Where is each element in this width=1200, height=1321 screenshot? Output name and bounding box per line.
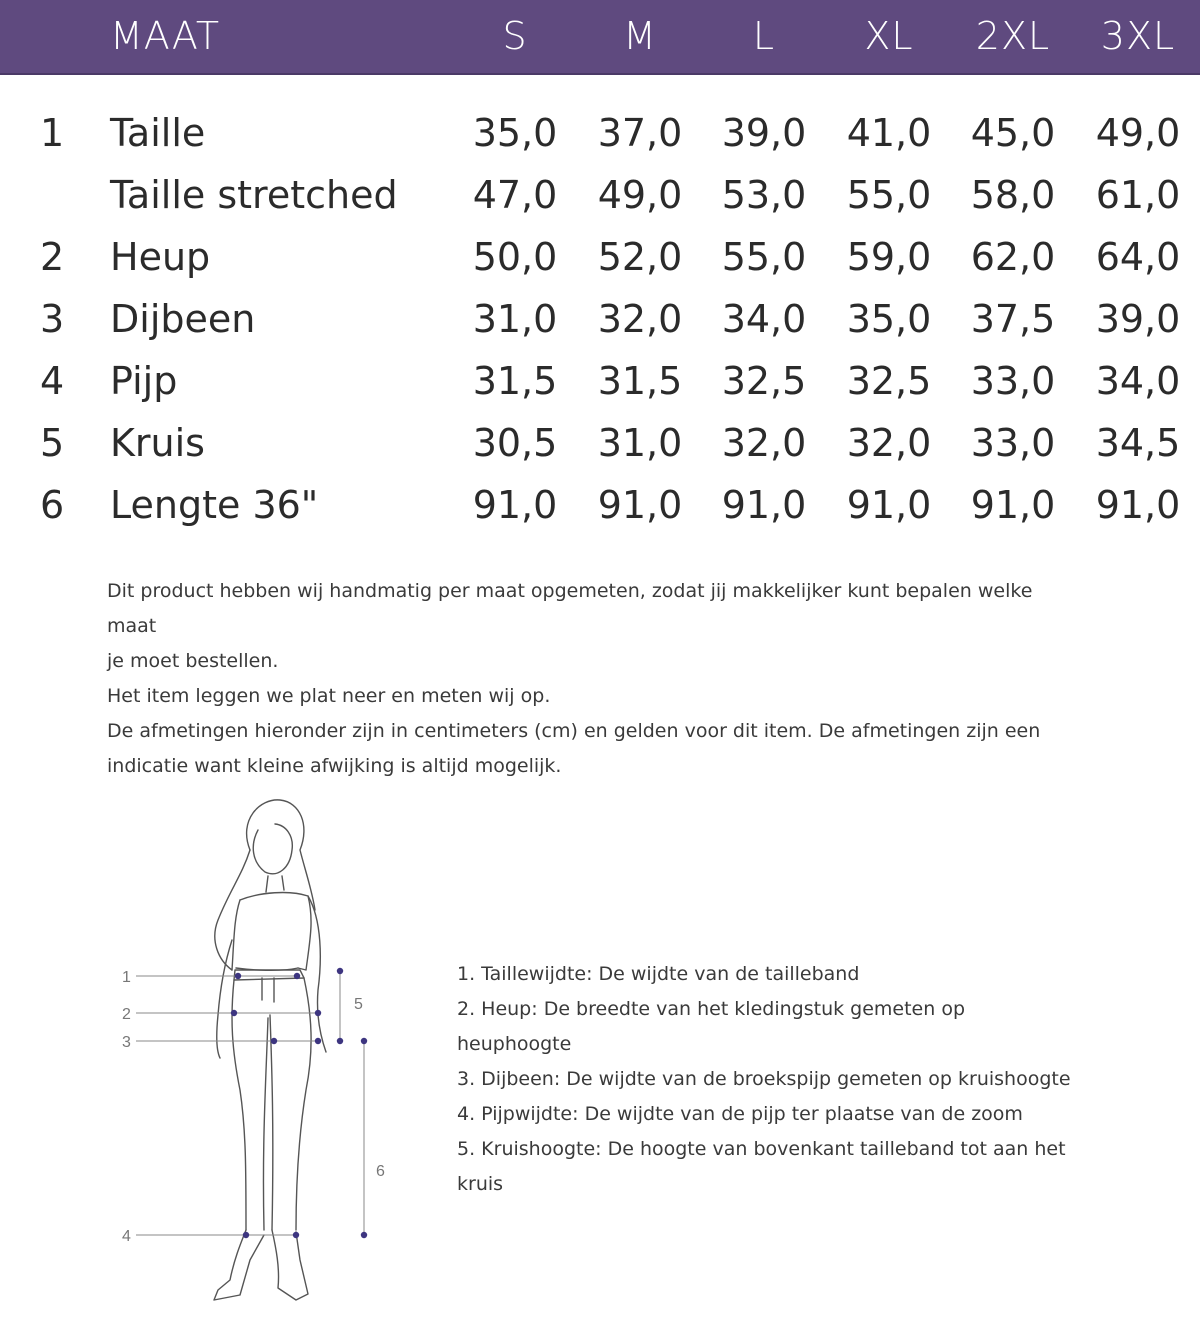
table-cell: 52,0 <box>597 235 683 279</box>
table-cell: 34,0 <box>1095 359 1181 403</box>
table-cell: 91,0 <box>597 483 683 527</box>
table-cell: 35,0 <box>472 111 558 155</box>
table-cell: 91,0 <box>472 483 558 527</box>
header-size-s: S <box>502 14 528 58</box>
table-cell: 31,5 <box>597 359 683 403</box>
marker-6: 6 <box>376 1163 385 1180</box>
table-row <box>0 164 1200 226</box>
legend-line: 4. Pijpwijdte: De wijdte van de pijp ter plaatse van de zoom <box>457 1103 1023 1125</box>
table-cell: 30,5 <box>472 421 558 465</box>
table-cell: 33,0 <box>970 421 1056 465</box>
row-label: Kruis <box>110 421 205 465</box>
table-cell: 41,0 <box>846 111 932 155</box>
header-label: MAAT <box>110 14 221 58</box>
table-row <box>0 288 1200 350</box>
table-cell: 31,5 <box>472 359 558 403</box>
table-cell: 32,0 <box>846 421 932 465</box>
table-cell: 32,5 <box>846 359 932 403</box>
table-cell: 32,5 <box>721 359 807 403</box>
row-number: 2 <box>40 235 65 279</box>
figure-illustration <box>100 790 440 1310</box>
table-cell: 64,0 <box>1095 235 1181 279</box>
intro-line: Dit product hebben wij handmatig per maat opgemeten, zodat jij makkelijker kunt bepalen welke maat <box>107 580 1033 637</box>
table-cell: 49,0 <box>1095 111 1181 155</box>
row-number: 5 <box>40 421 65 465</box>
row-number: 3 <box>40 297 65 341</box>
table-cell: 62,0 <box>970 235 1056 279</box>
table-cell: 53,0 <box>721 173 807 217</box>
table-row <box>0 412 1200 474</box>
table-cell: 34,0 <box>721 297 807 341</box>
header-size-3xl: 3XL <box>1100 14 1176 58</box>
header-size-l: L <box>752 14 776 58</box>
marker-1: 1 <box>122 969 131 986</box>
row-label: Dijbeen <box>110 297 256 341</box>
table-cell: 47,0 <box>472 173 558 217</box>
row-label: Heup <box>110 235 211 279</box>
intro-line: indicatie want kleine afwijking is altijd mogelijk. <box>107 755 562 777</box>
table-cell: 55,0 <box>846 173 932 217</box>
row-number: 6 <box>40 483 65 527</box>
legend-line: 5. Kruishoogte: De hoogte van bovenkant tailleband tot aan het <box>457 1138 1066 1160</box>
marker-3: 3 <box>122 1034 131 1051</box>
table-cell: 31,0 <box>472 297 558 341</box>
marker-5: 5 <box>354 996 363 1013</box>
header-size-m: M <box>623 14 657 58</box>
table-row <box>0 474 1200 536</box>
table-cell: 91,0 <box>970 483 1056 527</box>
table-cell: 32,0 <box>597 297 683 341</box>
table-cell: 59,0 <box>846 235 932 279</box>
measurement-legend <box>457 957 1097 1202</box>
legend-line: 2. Heup: De breedte van het kledingstuk gemeten op <box>457 998 966 1020</box>
row-label: Lengte 36" <box>110 483 319 527</box>
table-cell: 45,0 <box>970 111 1056 155</box>
legend-line: heuphoogte <box>457 1033 572 1055</box>
table-cell: 39,0 <box>1095 297 1181 341</box>
table-cell: 91,0 <box>1095 483 1181 527</box>
row-label: Taille <box>110 111 206 155</box>
intro-line: Het item leggen we plat neer en meten wij op. <box>107 685 551 707</box>
legend-line: kruis <box>457 1173 504 1195</box>
table-cell: 31,0 <box>597 421 683 465</box>
legend-line: 3. Dijbeen: De wijdte van de broekspijp gemeten op kruishoogte <box>457 1068 1071 1090</box>
table-cell: 49,0 <box>597 173 683 217</box>
table-cell: 37,0 <box>597 111 683 155</box>
table-cell: 55,0 <box>721 235 807 279</box>
table-cell: 34,5 <box>1095 421 1181 465</box>
table-cell: 50,0 <box>472 235 558 279</box>
table-row <box>0 226 1200 288</box>
table-row <box>0 102 1200 164</box>
table-cell: 61,0 <box>1095 173 1181 217</box>
table-cell: 35,0 <box>846 297 932 341</box>
table-cell: 33,0 <box>970 359 1056 403</box>
row-label: Pijp <box>110 359 178 403</box>
size-table-header <box>0 0 1200 75</box>
table-cell: 91,0 <box>846 483 932 527</box>
row-label: Taille stretched <box>110 173 398 217</box>
intro-line: je moet bestellen. <box>107 650 279 672</box>
row-number: 1 <box>40 111 65 155</box>
table-cell: 91,0 <box>721 483 807 527</box>
legend-line: 1. Taillewijdte: De wijdte van de tailleband <box>457 963 860 985</box>
table-row <box>0 350 1200 412</box>
figure-svg <box>100 790 440 1310</box>
table-cell: 58,0 <box>970 173 1056 217</box>
header-size-xl: XL <box>864 14 914 58</box>
table-cell: 37,5 <box>970 297 1056 341</box>
row-number: 4 <box>40 359 65 403</box>
table-cell: 32,0 <box>721 421 807 465</box>
marker-4: 4 <box>122 1228 131 1245</box>
table-cell: 39,0 <box>721 111 807 155</box>
marker-2: 2 <box>122 1006 131 1023</box>
intro-text <box>107 574 1087 784</box>
header-size-2xl: 2XL <box>975 14 1051 58</box>
intro-line: De afmetingen hieronder zijn in centimeters (cm) en gelden voor dit item. De afmetingen zijn een <box>107 720 1041 742</box>
